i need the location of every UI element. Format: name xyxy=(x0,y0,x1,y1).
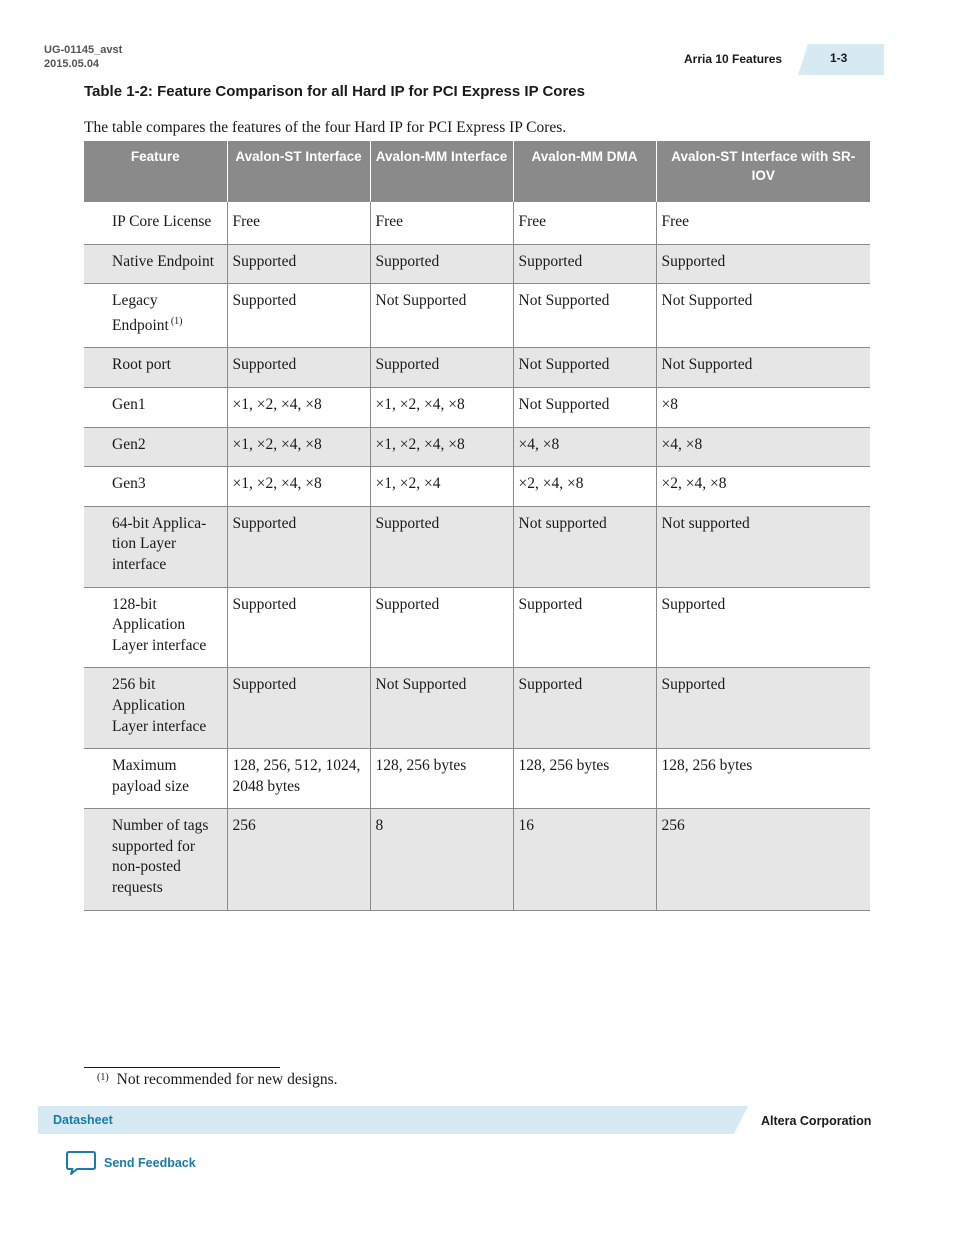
document-date: 2015.05.04 xyxy=(44,58,100,70)
table-cell: Supported xyxy=(370,244,513,284)
table-cell: Free xyxy=(656,202,870,244)
footnote-text: Not recommended for new designs. xyxy=(116,1071,338,1088)
table-cell: ×1, ×2, ×4 xyxy=(370,467,513,507)
feature-cell: 256 bit Application Layer interface xyxy=(84,668,227,749)
table-cell: 128, 256 bytes xyxy=(513,749,656,809)
table-row xyxy=(84,587,870,668)
table-cell: Supported xyxy=(370,587,513,668)
table-cell: ×2, ×4, ×8 xyxy=(656,467,870,507)
page-number: 1-3 xyxy=(830,51,848,65)
table-cell: ×8 xyxy=(656,387,870,427)
footer-datasheet-label: Datasheet xyxy=(53,1113,113,1127)
table-cell: Supported xyxy=(513,587,656,668)
speech-bubble-icon xyxy=(66,1150,96,1176)
section-name: Arria 10 Features xyxy=(684,52,783,66)
table-cell: Supported xyxy=(656,668,870,749)
feature-cell: IP Core License xyxy=(84,202,227,244)
table-cell: Not Supported xyxy=(370,284,513,348)
table-cell: Not Supported xyxy=(513,387,656,427)
table-cell: ×2, ×4, ×8 xyxy=(513,467,656,507)
feature-cell: Root port xyxy=(84,348,227,388)
send-feedback-link[interactable] xyxy=(66,1150,196,1176)
table-cell: Supported xyxy=(227,244,370,284)
table-cell: Free xyxy=(370,202,513,244)
header-avalon-mm: Avalon-MM Interface xyxy=(370,141,513,202)
table-row xyxy=(84,668,870,749)
table-cell: Supported xyxy=(227,506,370,587)
feature-cell: Gen3 xyxy=(84,467,227,507)
table-cell: 256 xyxy=(656,809,870,910)
table-cell: ×4, ×8 xyxy=(513,427,656,467)
table-cell: Supported xyxy=(227,348,370,388)
table-row xyxy=(84,387,870,427)
table-cell: 256 xyxy=(227,809,370,910)
table-header-row xyxy=(84,141,870,202)
footnote xyxy=(97,1071,338,1089)
table-cell: ×1, ×2, ×4, ×8 xyxy=(227,427,370,467)
footnote-divider xyxy=(84,1067,280,1068)
table-cell: Not Supported xyxy=(656,284,870,348)
table-intro: The table compares the features of the four Hard IP for PCI Express IP Cores. xyxy=(84,119,567,136)
table-cell: Supported xyxy=(513,244,656,284)
footnote-marker: (1) xyxy=(97,1072,109,1083)
table-cell: Free xyxy=(227,202,370,244)
table-cell: ×1, ×2, ×4, ×8 xyxy=(227,387,370,427)
header-avalon-st: Avalon-ST Interface xyxy=(227,141,370,202)
header-avalon-mm-dma: Avalon-MM DMA xyxy=(513,141,656,202)
table-row xyxy=(84,244,870,284)
table-cell: 128, 256 bytes xyxy=(656,749,870,809)
footnote-reference[interactable]: (1) xyxy=(170,315,183,327)
send-feedback-label[interactable]: Send Feedback xyxy=(104,1156,196,1170)
table-cell: Not Supported xyxy=(370,668,513,749)
feature-cell: 128-bit Application Layer interface xyxy=(84,587,227,668)
table-cell: ×4, ×8 xyxy=(656,427,870,467)
table-cell: Supported xyxy=(513,668,656,749)
feature-cell: Gen2 xyxy=(84,427,227,467)
feature-cell xyxy=(84,284,227,348)
table-cell: Supported xyxy=(370,348,513,388)
table-row xyxy=(84,348,870,388)
table-cell: Supported xyxy=(227,284,370,348)
header-feature: Feature xyxy=(84,141,227,202)
table-title: Table 1-2: Feature Comparison for all Hard IP for PCI Express IP Cores xyxy=(84,83,585,100)
table-row xyxy=(84,749,870,809)
table-cell: Free xyxy=(513,202,656,244)
table-cell: Supported xyxy=(656,587,870,668)
table-row xyxy=(84,427,870,467)
feature-label: Legacy Endpoint xyxy=(112,292,169,334)
table-cell: 8 xyxy=(370,809,513,910)
table-cell: Not Supported xyxy=(513,348,656,388)
feature-cell: Number of tags supported for non-posted requests xyxy=(84,809,227,910)
footer-company: Altera Corporation xyxy=(761,1114,872,1128)
table-cell: Supported xyxy=(227,668,370,749)
document-id: UG-01145_avst xyxy=(44,44,123,56)
feature-cell: 64-bit Applica-tion Layer interface xyxy=(84,506,227,587)
table-cell: Supported xyxy=(227,587,370,668)
feature-cell: Native Endpoint xyxy=(84,244,227,284)
document-id-block xyxy=(44,43,122,71)
table-row xyxy=(84,467,870,507)
feature-cell: Maximum payload size xyxy=(84,749,227,809)
footer-band xyxy=(38,1106,748,1134)
table-cell: Not supported xyxy=(656,506,870,587)
feature-comparison-table xyxy=(84,141,870,911)
table-row xyxy=(84,202,870,244)
table-row xyxy=(84,506,870,587)
table-cell: Supported xyxy=(656,244,870,284)
table-row xyxy=(84,809,870,910)
feature-cell: Gen1 xyxy=(84,387,227,427)
table-cell: Not Supported xyxy=(513,284,656,348)
header-avalon-st-sriov: Avalon-ST Interface with SR-IOV xyxy=(656,141,870,202)
table-row xyxy=(84,284,870,348)
table-cell: 16 xyxy=(513,809,656,910)
table-cell: 128, 256 bytes xyxy=(370,749,513,809)
table-cell: ×1, ×2, ×4, ×8 xyxy=(370,387,513,427)
table-cell: 128, 256, 512, 1024, 2048 bytes xyxy=(227,749,370,809)
table-cell: Not Supported xyxy=(656,348,870,388)
table-cell: ×1, ×2, ×4, ×8 xyxy=(370,427,513,467)
table-cell: Supported xyxy=(370,506,513,587)
table-cell: Not supported xyxy=(513,506,656,587)
table-cell: ×1, ×2, ×4, ×8 xyxy=(227,467,370,507)
